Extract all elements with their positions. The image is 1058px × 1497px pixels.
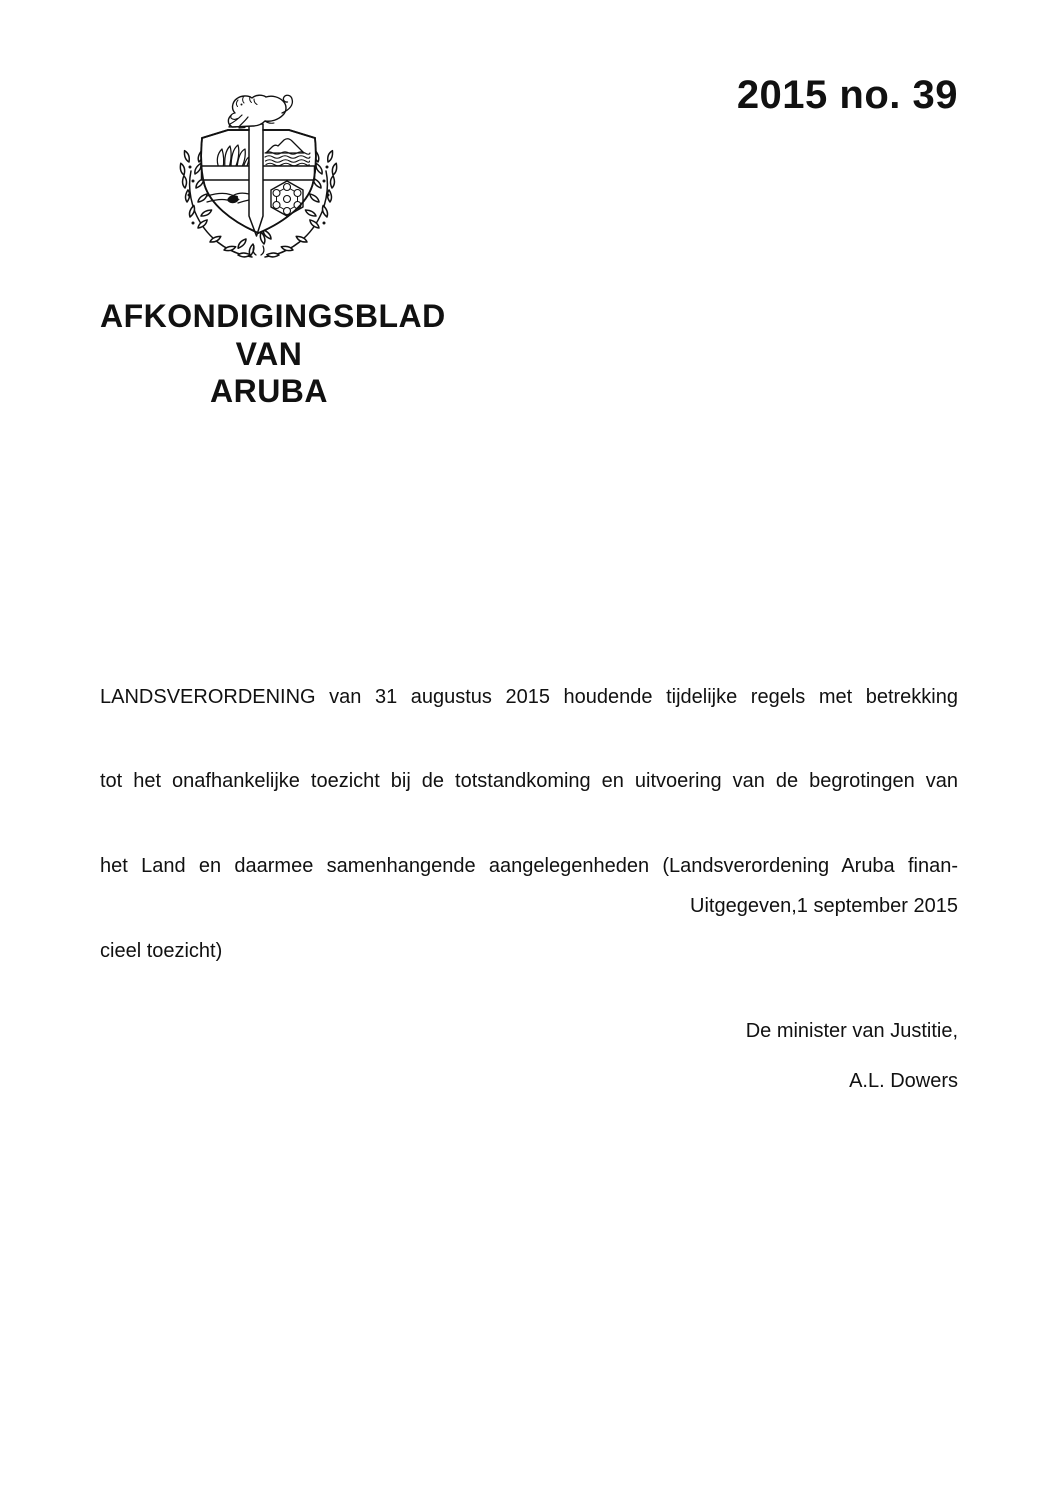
issue-number: 2015 no. 39 xyxy=(736,73,958,117)
subject-line-4: cieel toezicht) xyxy=(100,940,223,963)
masthead-line-1: AFKONDIGINGSBLAD xyxy=(100,298,446,334)
masthead xyxy=(100,298,446,411)
signature-name: A.L. Dowers xyxy=(849,1070,958,1092)
masthead-line-3: ARUBA xyxy=(209,373,329,409)
subject-paragraph xyxy=(100,626,958,1022)
subject-line-3: het Land en daarmee samenhangende aangelegenheden (Landsverordening Aruba finan- xyxy=(100,855,958,878)
subject-line-2: tot het onafhankelijke toezicht bij de totstandkoming en uitvoering van de begrotingen van xyxy=(100,770,958,793)
aruba-coat-of-arms-icon xyxy=(178,92,342,258)
signature-role: De minister van Justitie, xyxy=(745,1020,958,1042)
issued-line: Uitgegeven,1 september 2015 xyxy=(690,895,958,917)
subject-line-1: LANDSVERORDENING van 31 augustus 2015 houdende tijdelijke regels met betrekking xyxy=(100,685,958,708)
masthead-line-2: VAN xyxy=(235,335,303,372)
